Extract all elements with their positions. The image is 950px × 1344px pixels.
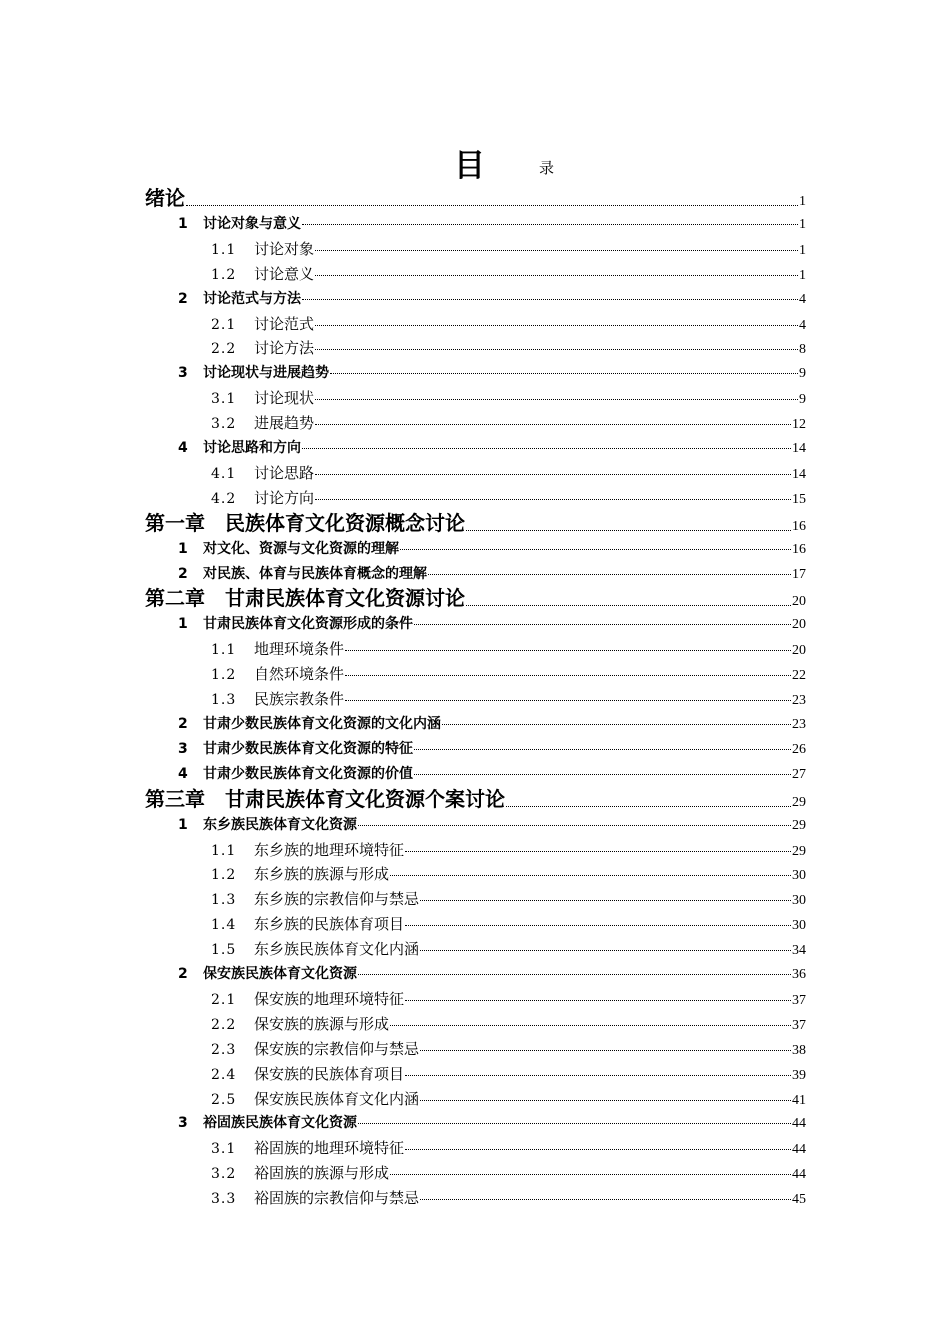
toc-entry[interactable] <box>145 411 806 436</box>
toc-entry-label: 裕固族的宗教信仰与禁忌 <box>254 1189 420 1208</box>
toc-entry-page: 14 <box>792 466 806 482</box>
toc-entry-page: 38 <box>792 1042 806 1058</box>
toc-entry-page: 44 <box>792 1142 806 1158</box>
toc-entry-label: 保安族的民族体育项目 <box>254 1064 405 1083</box>
toc-entry-label: 保安族的宗教信仰与禁忌 <box>254 1039 420 1058</box>
toc-entry-page: 16 <box>792 541 806 557</box>
dot-leader <box>414 624 791 625</box>
toc-entry-number: 2.2 <box>211 1016 237 1033</box>
dot-leader <box>405 1149 791 1150</box>
toc-entry-page: 30 <box>792 893 806 909</box>
toc-title <box>0 146 950 186</box>
toc-entry[interactable] <box>145 912 806 937</box>
toc-entry-number: 1.1 <box>211 842 237 859</box>
toc-entry-number: 2.4 <box>211 1066 237 1083</box>
toc-entry[interactable] <box>145 287 806 312</box>
dot-leader <box>414 774 791 775</box>
toc-entry-page: 30 <box>792 868 806 884</box>
toc-entry[interactable] <box>145 537 806 562</box>
toc-entry-page: 12 <box>792 417 806 433</box>
toc-entry-number: 4.2 <box>211 490 237 507</box>
toc-entry-page: 37 <box>792 1017 806 1033</box>
toc-entry-label: 保安族的族源与形成 <box>254 1014 390 1033</box>
toc-entry[interactable] <box>145 1161 806 1186</box>
toc-entry-page: 34 <box>792 943 806 959</box>
toc-entry-label: 讨论方法 <box>254 339 315 358</box>
toc-entry[interactable] <box>145 237 806 262</box>
dot-leader <box>414 749 791 750</box>
toc-entry-label: 讨论对象与意义 <box>203 216 301 232</box>
toc-entry-label: 第二章 甘肃民族体育文化资源讨论 <box>145 586 465 611</box>
toc-entry-number: 3.1 <box>211 1141 237 1158</box>
toc-entry-label: 讨论思路 <box>254 463 315 482</box>
toc-entry-label: 甘肃少数民族体育文化资源的文化内涵 <box>203 716 441 733</box>
toc-entry[interactable] <box>145 436 806 461</box>
dot-leader <box>400 549 791 550</box>
toc-entry-number: 3 <box>178 365 188 382</box>
dot-leader <box>420 950 791 951</box>
toc-entry-label: 讨论现状 <box>254 389 315 408</box>
toc-entry-label: 进展趋势 <box>254 414 315 433</box>
toc-entry-number: 4 <box>178 440 188 457</box>
toc-entry-page: 29 <box>792 843 806 859</box>
toc-entry-number: 3.3 <box>211 1191 237 1208</box>
toc-entry-page: 27 <box>792 766 806 782</box>
toc-entry[interactable] <box>145 1012 806 1037</box>
toc-entry-page: 4 <box>799 317 806 333</box>
toc-entry-number: 2.2 <box>211 341 237 358</box>
toc-entry[interactable] <box>145 1186 806 1211</box>
toc-entry-number: 1.2 <box>211 667 237 684</box>
toc-entry-label: 保安族的地理环境特征 <box>254 989 405 1008</box>
dot-leader <box>315 399 798 400</box>
dot-leader <box>390 1174 791 1175</box>
toc-entry-page: 1 <box>799 194 806 209</box>
toc-entry-label: 甘肃少数民族体育文化资源的价值 <box>203 765 413 782</box>
toc-entry[interactable] <box>145 762 806 787</box>
toc-entry[interactable] <box>145 987 806 1012</box>
dot-leader <box>358 1123 791 1124</box>
toc-entry-page: 8 <box>799 342 806 358</box>
toc-entry-page: 20 <box>792 617 806 633</box>
toc-entry-label: 东乡族的宗教信仰与禁忌 <box>254 890 420 909</box>
dot-leader <box>420 900 791 901</box>
dot-leader <box>420 1100 791 1101</box>
toc-entry-page: 44 <box>792 1116 806 1132</box>
toc-entry-label: 讨论范式 <box>254 314 315 333</box>
toc-entry-number: 2 <box>178 565 188 582</box>
toc-entry-page: 44 <box>792 1167 806 1183</box>
toc-entry[interactable] <box>145 336 806 361</box>
toc-entry[interactable] <box>145 1111 806 1136</box>
toc-entry-label: 第三章 甘肃民族体育文化资源个案讨论 <box>145 786 505 811</box>
toc-entry-label: 保安族民族体育文化资源 <box>203 966 357 983</box>
toc-entry-page: 9 <box>799 392 806 408</box>
toc-entry-label: 甘肃民族体育文化资源形成的条件 <box>203 616 413 633</box>
toc-entry[interactable] <box>145 962 806 987</box>
toc-entry[interactable] <box>145 862 806 887</box>
dot-leader <box>390 875 791 876</box>
dot-leader <box>345 700 791 701</box>
toc-entry-label: 民族宗教条件 <box>254 690 345 709</box>
toc-entry[interactable] <box>145 186 806 212</box>
toc-entry[interactable] <box>145 486 806 511</box>
toc-entry-page: 1 <box>799 217 806 232</box>
toc-entry-number: 1.1 <box>211 241 237 258</box>
toc-entry-label: 保安族民族体育文化内涵 <box>254 1089 420 1108</box>
toc-entry[interactable] <box>145 511 806 537</box>
dot-leader <box>420 1050 791 1051</box>
toc-entry-number: 1 <box>178 216 188 232</box>
toc-entry-number: 3 <box>178 740 188 757</box>
dot-leader <box>405 851 791 852</box>
toc-entry[interactable] <box>145 612 806 637</box>
toc-entry-label: 甘肃少数民族体育文化资源的特征 <box>203 740 413 757</box>
toc-entry-label: 对民族、体育与民族体育概念的理解 <box>203 565 427 582</box>
toc-entry-number: 2 <box>178 290 188 307</box>
dot-leader <box>330 373 798 374</box>
dot-leader <box>466 605 791 606</box>
toc-entry-page: 30 <box>792 918 806 934</box>
toc-entry[interactable] <box>145 1062 806 1087</box>
toc-entry-number: 3.2 <box>211 1166 237 1183</box>
dot-leader <box>315 325 798 326</box>
toc-entry[interactable] <box>145 562 806 587</box>
toc-entry-page: 20 <box>792 643 806 659</box>
toc-entry-page: 22 <box>792 668 806 684</box>
toc-entry-number: 4.1 <box>211 465 237 482</box>
dot-leader <box>405 1000 791 1001</box>
toc-entry-label: 东乡族的地理环境特征 <box>254 840 405 859</box>
toc-title-main: 目 <box>454 148 485 184</box>
toc-entry-number: 2 <box>178 966 188 983</box>
toc-entry-page: 36 <box>792 967 806 983</box>
dot-leader <box>345 650 791 651</box>
toc-entry[interactable] <box>145 887 806 912</box>
toc-entry[interactable] <box>145 1136 806 1161</box>
toc-entry-number: 3.2 <box>211 416 237 433</box>
toc-entry-number: 2.1 <box>211 991 237 1008</box>
toc-entry[interactable] <box>145 937 806 962</box>
toc-entry-number: 1 <box>178 540 188 557</box>
toc-entry-page: 14 <box>792 441 806 457</box>
toc-entry[interactable] <box>145 737 806 762</box>
toc-entry-page: 26 <box>792 741 806 757</box>
toc-entry-label: 第一章 民族体育文化资源概念讨论 <box>145 510 465 535</box>
toc-entry-label: 讨论对象 <box>254 239 315 258</box>
toc-entry-label: 地理环境条件 <box>254 640 345 659</box>
toc-entry-label: 绪论 <box>145 186 185 210</box>
table-of-contents <box>145 186 806 1211</box>
toc-entry-label: 自然环境条件 <box>254 665 345 684</box>
toc-entry[interactable] <box>145 361 806 386</box>
toc-entry-label: 东乡族的族源与形成 <box>254 865 390 884</box>
toc-entry[interactable] <box>145 1087 806 1112</box>
toc-entry-number: 2.3 <box>211 1041 237 1058</box>
dot-leader <box>506 806 791 807</box>
dot-leader <box>420 1199 791 1200</box>
toc-entry[interactable] <box>145 662 806 687</box>
toc-entry-label: 东乡族的民族体育项目 <box>254 915 405 934</box>
toc-entry-page: 41 <box>792 1092 806 1108</box>
toc-entry-label: 东乡族民族体育文化内涵 <box>254 940 420 959</box>
dot-leader <box>315 499 791 500</box>
toc-entry[interactable] <box>145 637 806 662</box>
toc-entry-page: 9 <box>799 366 806 382</box>
toc-entry-number: 2 <box>178 716 188 733</box>
dot-leader <box>315 474 791 475</box>
toc-entry-page: 1 <box>799 242 806 258</box>
toc-entry-number: 1.3 <box>211 692 237 709</box>
toc-entry-number: 1.5 <box>211 942 237 959</box>
dot-leader <box>315 250 798 251</box>
dot-leader <box>345 675 791 676</box>
toc-entry-page: 17 <box>792 566 806 582</box>
dot-leader <box>315 275 798 276</box>
toc-entry-number: 1 <box>178 816 188 833</box>
toc-entry-page: 1 <box>799 267 806 283</box>
dot-leader <box>302 448 791 449</box>
toc-entry-number: 4 <box>178 765 188 782</box>
toc-entry-label: 讨论思路和方向 <box>203 440 301 457</box>
toc-entry[interactable] <box>145 787 806 813</box>
toc-entry-page: 4 <box>799 291 806 307</box>
toc-entry[interactable] <box>145 262 806 287</box>
toc-entry[interactable] <box>145 312 806 337</box>
toc-entry[interactable] <box>145 838 806 863</box>
dot-leader <box>358 825 791 826</box>
dot-leader <box>428 574 791 575</box>
dot-leader <box>302 224 798 225</box>
toc-entry-number: 1.3 <box>211 892 237 909</box>
toc-entry-number: 1.2 <box>211 867 237 884</box>
dot-leader <box>390 1025 791 1026</box>
toc-entry-label: 讨论方向 <box>254 488 315 507</box>
toc-entry-page: 23 <box>792 693 806 709</box>
dot-leader <box>405 925 791 926</box>
dot-leader <box>186 205 798 206</box>
toc-entry-number: 1.1 <box>211 642 237 659</box>
toc-entry[interactable] <box>145 1037 806 1062</box>
toc-entry[interactable] <box>145 687 806 712</box>
dot-leader <box>442 724 791 725</box>
dot-leader <box>405 1075 791 1076</box>
toc-entry[interactable] <box>145 712 806 737</box>
toc-entry[interactable] <box>145 461 806 486</box>
toc-entry-page: 29 <box>792 817 806 833</box>
dot-leader <box>315 349 798 350</box>
dot-leader <box>315 424 791 425</box>
toc-entry-label: 裕固族的地理环境特征 <box>254 1139 405 1158</box>
toc-entry[interactable] <box>145 386 806 411</box>
dot-leader <box>302 299 798 300</box>
toc-entry-label: 对文化、资源与文化资源的理解 <box>203 540 399 557</box>
toc-entry-label: 讨论现状与进展趋势 <box>203 365 329 382</box>
toc-entry-label: 讨论意义 <box>254 264 315 283</box>
toc-entry-number: 2.5 <box>211 1091 237 1108</box>
dot-leader <box>466 530 791 531</box>
toc-entry-page: 20 <box>792 594 806 610</box>
toc-entry-label: 讨论范式与方法 <box>203 290 301 307</box>
toc-entry-label: 裕固族的族源与形成 <box>254 1164 390 1183</box>
toc-entry-number: 1.4 <box>211 917 237 934</box>
toc-entry[interactable] <box>145 813 806 838</box>
toc-entry-page: 37 <box>792 992 806 1008</box>
toc-entry-page: 15 <box>792 491 806 507</box>
toc-entry[interactable] <box>145 212 806 237</box>
toc-entry-number: 3 <box>178 1115 188 1132</box>
toc-entry-number: 1 <box>178 616 188 633</box>
toc-entry-number: 3.1 <box>211 391 237 408</box>
dot-leader <box>358 974 791 975</box>
toc-entry-label: 东乡族民族体育文化资源 <box>203 816 357 833</box>
toc-entry-page: 29 <box>792 794 806 810</box>
toc-entry-page: 45 <box>792 1192 806 1208</box>
toc-entry-page: 23 <box>792 717 806 733</box>
toc-entry-number: 2.1 <box>211 316 237 333</box>
toc-title-sub: 录 <box>539 159 555 177</box>
toc-entry-label: 裕固族民族体育文化资源 <box>203 1115 357 1132</box>
toc-entry[interactable] <box>145 586 806 612</box>
toc-entry-number: 1.2 <box>211 266 237 283</box>
toc-entry-page: 39 <box>792 1067 806 1083</box>
toc-entry-page: 16 <box>792 518 806 534</box>
